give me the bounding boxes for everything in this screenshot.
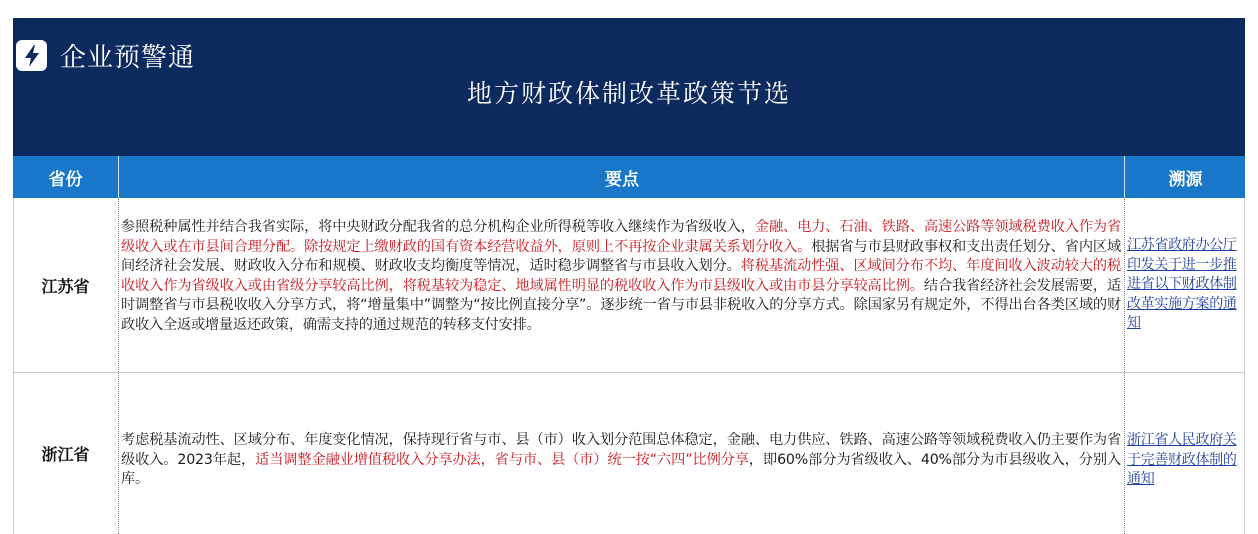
lightning-bolt-icon xyxy=(16,40,47,71)
brand-name: 企业预警通 xyxy=(60,43,196,73)
province-cell: 浙江省 xyxy=(41,444,90,464)
header-banner xyxy=(13,18,1245,156)
province-cell: 江苏省 xyxy=(41,276,90,296)
source-link[interactable]: 江苏省政府办公厅印发关于进一步推进省以下财政体制改革实施方案的通知 xyxy=(1127,237,1237,331)
page-title: 地方财政体制改革政策节选 xyxy=(466,79,791,108)
text-segment: 根据省与市县财政事权和支出责任划分、省内区域间经济社会发展、财政收入分布和规模、财政收支均衡度等情况，适时稳步调整省与市县收入划分。 xyxy=(121,238,1121,274)
text-segment: 考虑税基流动性、区域分布、年度变化情况，保持现行省与市、县（市）收入划分范围总体稳定，金融、电力供应、铁路、高速公路等领域税费收入仍主要作为省级收入。2023年起， xyxy=(121,432,1121,468)
column-header-key-points: 要点 xyxy=(118,156,1125,198)
text-segment: 结合我省经济社会发展需要，适时调整省与市县税收收入分享方式，将“增量集中”调整为“按比例直接分享”。逐步统一省与市县非税收入的分享方式。除国家另有规定外，不得出台各类区域的财政收入全返或增量返还政策，确需支持的通过规范的转移支付安排。 xyxy=(121,277,1121,333)
key-points-cell xyxy=(121,431,1121,490)
highlighted-text-segment: 适当调整金融业增值税收入分享办法，省与市、县（市）统一按“六四”比例分享 xyxy=(255,451,749,468)
brand-logo xyxy=(16,37,195,74)
highlighted-text-segment: 将税基流动性强、区域间分布不均、年度间收入波动较大的税收收入作为省级收入或由省级分享较高比例，将税基较为稳定、地域属性明显的税收收入作为市县级收入或由市县分享较高比例。 xyxy=(121,258,1121,294)
table-row xyxy=(13,372,1245,534)
text-segment: 参照税种属性并结合我省实际，将中央财政分配我省的总分机构企业所得税等收入继续作为省级收入， xyxy=(121,219,755,235)
text-segment: ，即60%部分为省级收入、40%部分为市县级收入，分别入库。 xyxy=(121,451,1121,487)
column-header-province: 省份 xyxy=(48,169,83,190)
column-header-source: 溯源 xyxy=(1124,156,1246,198)
source-link[interactable]: 浙江省人民政府关于完善财政体制的通知 xyxy=(1127,432,1237,487)
key-points-cell xyxy=(121,218,1121,335)
table-header xyxy=(13,156,1245,198)
highlighted-text-segment: 金融、电力、石油、铁路、高速公路等领域税费收入作为省级收入或在市县间合理分配。除按规定上缴财政的国有资本经营收益外，原则上不再按企业隶属关系划分收入。 xyxy=(121,219,1121,255)
table-row xyxy=(13,198,1245,373)
